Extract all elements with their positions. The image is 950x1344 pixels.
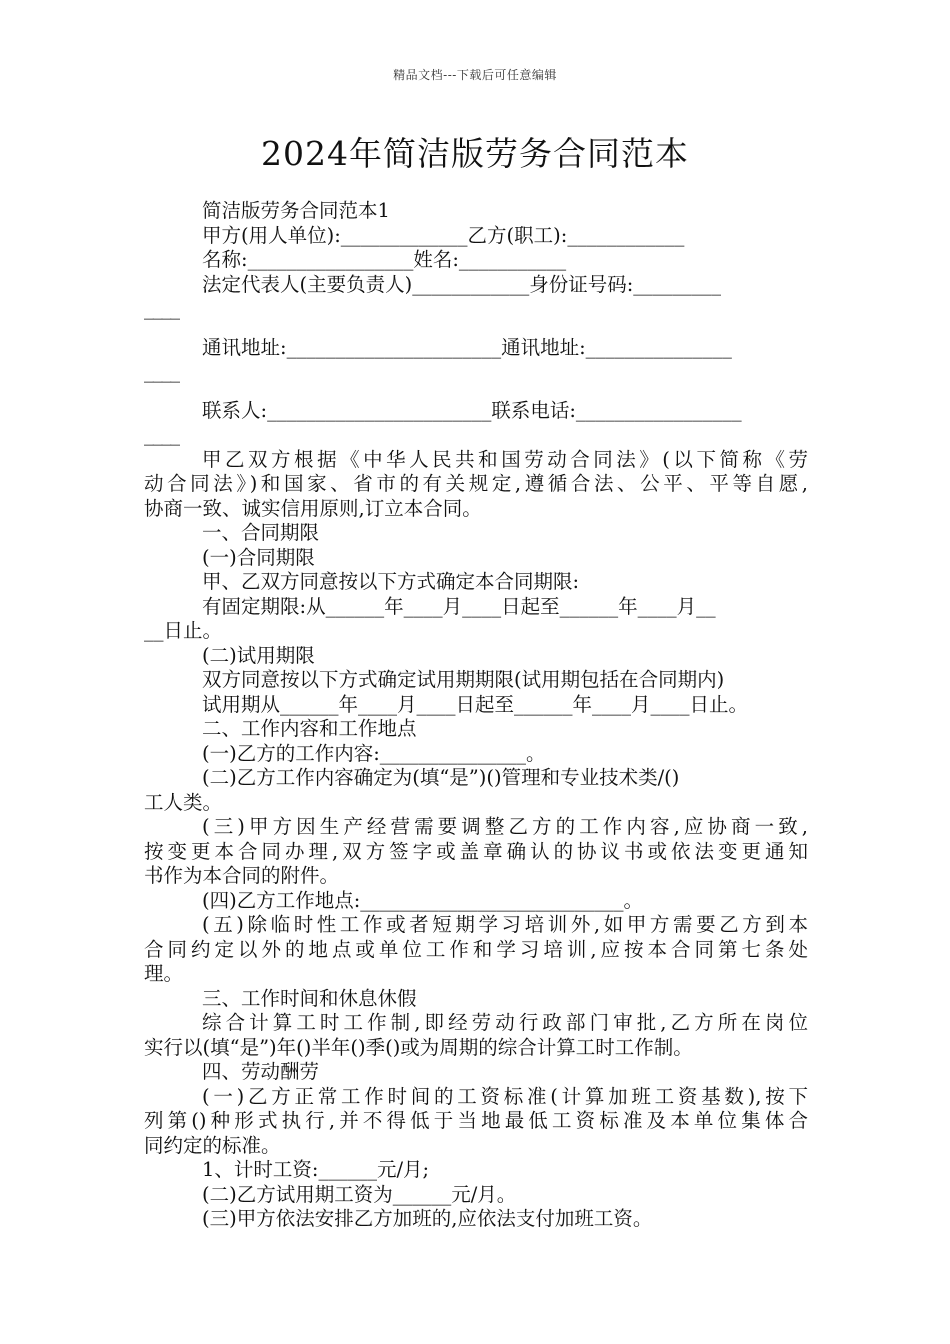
text-line: 甲乙双方根据《中华人民共和国劳动合同法》(以下简称《劳: [202, 447, 808, 471]
text-line: 双方同意按以下方式确定试用期期限(试用期包括在合同期内): [202, 668, 725, 691]
text-line: (一)乙方的工作内容:_______________。: [202, 741, 546, 765]
text-line: (三)甲方因生产经营需要调整乙方的工作内容,应协商一致,: [202, 815, 808, 838]
text-line: 有固定期限:从______年____月____日起至______年____月__: [202, 594, 716, 618]
text-line: (二)乙方试用期工资为______元/月。: [202, 1182, 517, 1206]
subsection-heading: (一)合同期限: [202, 545, 315, 569]
section-heading: 四、劳动酬劳: [202, 1060, 320, 1083]
text-line: 简洁版劳务合同范本1: [202, 199, 390, 222]
text-line: 实行以(填“是”)年()半年()季()或为周期的综合计算工时工作制。: [144, 1035, 693, 1059]
document-title: 2024年简洁版劳务合同范本: [261, 134, 689, 173]
text-line: __日止。: [144, 619, 223, 642]
text-line: 动合同法》)和国家、省市的有关规定,遵循合法、公平、平等自愿,: [144, 472, 808, 495]
text-line: (四)乙方工作地点:___________________________。: [202, 888, 644, 912]
section-heading: 一、合同期限: [202, 521, 320, 544]
text-line: 列第()种形式执行,并不得低于当地最低工资标准及本单位集体合: [144, 1109, 808, 1132]
text-line: 综合计算工时工作制,即经劳动行政部门审批,乙方所在岗位: [202, 1011, 808, 1034]
text-line: 1、计时工资:______元/月;: [202, 1158, 430, 1181]
page-header: 精品文档---下载后可任意编辑: [393, 68, 557, 82]
text-line: 按变更本合同办理,双方签字或盖章确认的协议书或依法变更通知: [144, 839, 808, 863]
text-line: 甲方(用人单位):_____________乙方(职工):____________: [202, 223, 685, 247]
document-body: [144, 199, 808, 1232]
text-line: 理。: [144, 962, 184, 985]
text-line: 甲、乙双方同意按以下方式确定本合同期限:: [202, 570, 580, 593]
section-heading: 二、工作内容和工作地点: [202, 717, 417, 740]
text-line-continuation: ____: [144, 297, 179, 320]
text-line-continuation: ____: [144, 360, 179, 383]
text-line: 同约定的标准。: [144, 1133, 281, 1157]
text-line: 合同约定以外的地点或单位工作和学习培训,应按本合同第七条处: [144, 937, 808, 961]
text-line: 协商一致、诚实信用原则,订立本合同。: [144, 496, 482, 520]
text-line: 通讯地址:______________________通讯地址:_______________: [202, 335, 732, 359]
subsection-heading: (二)试用期限: [202, 643, 315, 667]
text-line: 名称:_________________姓名:___________: [202, 248, 567, 271]
text-line: 书作为本合同的附件。: [144, 864, 340, 887]
text-line: (二)乙方工作内容确定为(填“是”)()管理和专业技术类/(): [202, 766, 680, 789]
text-line: (五)除临时性工作或者短期学习培训外,如甲方需要乙方到本: [202, 913, 808, 936]
text-line: (三)甲方依法安排乙方加班的,应依法支付加班工资。: [202, 1207, 653, 1230]
text-line: 工人类。: [144, 790, 223, 814]
text-line: (一)乙方正常工作时间的工资标准(计算加班工资基数),按下: [202, 1084, 808, 1108]
text-line-continuation: ____: [144, 423, 179, 446]
section-heading: 三、工作时间和休息休假: [202, 986, 417, 1010]
text-line: 联系人:_______________________联系电话:_________________: [202, 398, 742, 422]
text-line: 试用期从______年____月____日起至______年____月____日止。: [202, 692, 749, 716]
text-line: 法定代表人(主要负责人)____________身份证号码:_________: [202, 272, 722, 296]
